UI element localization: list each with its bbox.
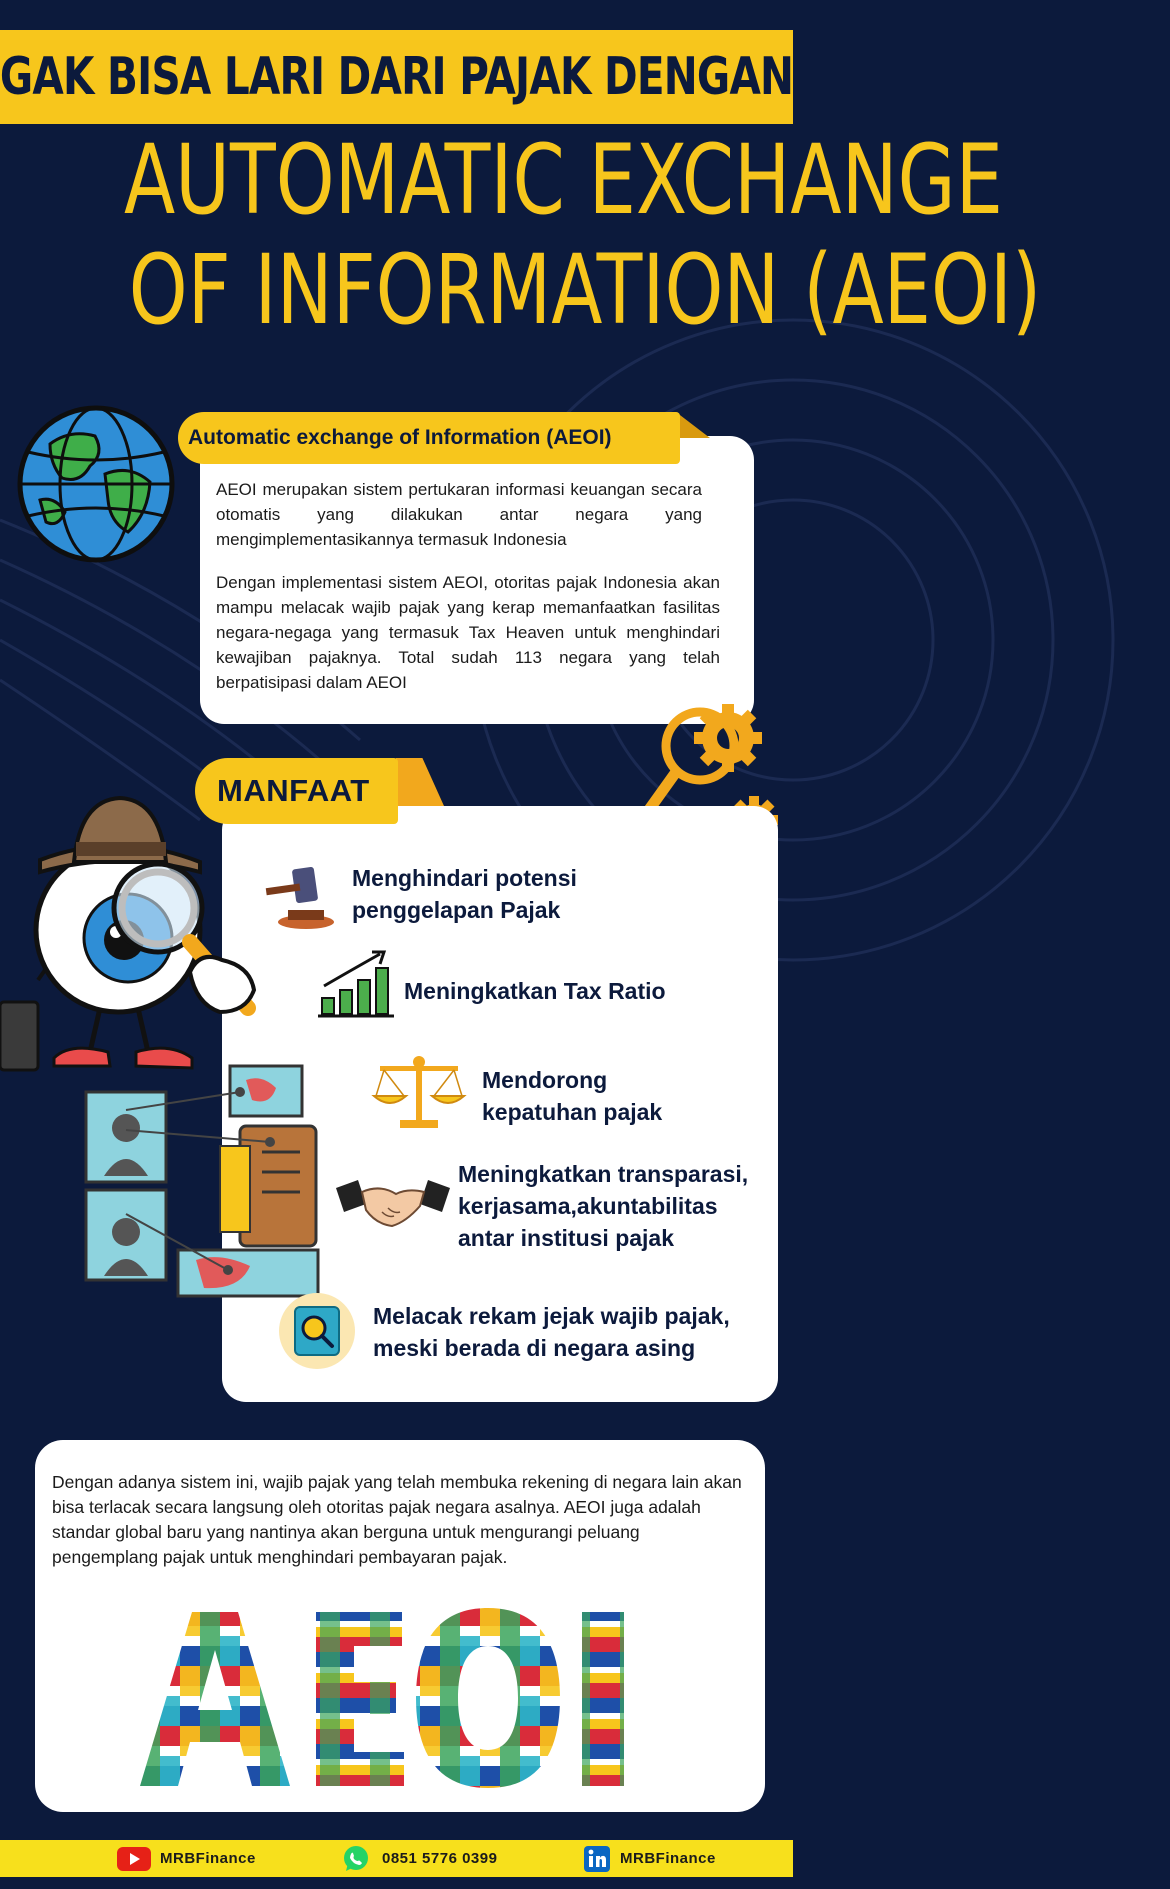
aeoi-paragraph-1: AEOI merupakan sistem pertukaran informasi keuangan secara otomatis yang dilakukan antar negara yang mengimplementasikannya termasuk Indonesia [216, 480, 702, 549]
linkedin-handle[interactable]: MRBFinance [620, 1850, 716, 1867]
top-banner [0, 30, 793, 124]
aeoi-flag-letters [140, 1606, 640, 1788]
gavel-icon [262, 864, 342, 930]
aeoi-heading-tab [178, 412, 680, 464]
aeoi-heading: Automatic exchange of Information (AEOI) [188, 426, 612, 449]
benefit-3: Mendorong kepatuhan pajak [482, 1067, 663, 1125]
handshake-icon [336, 1174, 450, 1234]
benefit-4: Meningkatkan transparasi, kerjasama,akuntabilitas antar institusi pajak [458, 1161, 749, 1251]
scales-icon [370, 1052, 468, 1132]
whatsapp-icon[interactable] [342, 1845, 370, 1873]
globe-icon [10, 404, 182, 564]
aeoi-tab-fold [676, 412, 710, 438]
youtube-icon[interactable] [117, 1847, 151, 1871]
youtube-handle[interactable]: MRBFinance [160, 1850, 256, 1867]
benefit-2: Meningkatkan Tax Ratio [404, 978, 666, 1004]
title-line-1: AUTOMATIC EXCHANGE [123, 124, 1003, 236]
conclusion-paragraph: Dengan adanya sistem ini, wajib pajak yang telah membuka rekening di negara lain akan bisa terlacak secara langsung oleh otoritas pajak negara asalnya. AEOI juga adalah standar global baru yang nantinya akan berguna untuk mengurangi peluang pengemplang pajak untuk menghindari pembayaran pajak. [52, 1472, 742, 1567]
search-document-icon [278, 1292, 356, 1370]
benefit-5: Melacak rekam jejak wajib pajak, meski berada di negara asing [373, 1303, 730, 1361]
manfaat-heading: MANFAAT [217, 773, 370, 808]
growth-chart-icon [318, 948, 394, 1020]
linkedin-icon[interactable] [584, 1846, 610, 1872]
title-line-2: OF INFORMATION (AEOI) [128, 234, 1042, 346]
aeoi-paragraph-2: Dengan implementasi sistem AEOI, otoritas pajak Indonesia akan mampu melacak wajib pajak yang kerap memanfaatkan fasilitas negara-negaga yang termasuk Tax Heaven untuk menghindari kewajiban pajaknya. Total sudah 113 negara yang telah berpatisipasi dalam AEOI [216, 573, 720, 692]
banner-text: GAK BISA LARI DARI PAJAK DENGAN [0, 47, 794, 107]
whatsapp-number[interactable]: 0851 5776 0399 [382, 1850, 498, 1867]
benefit-1: Menghindari potensi penggelapan Pajak [352, 865, 577, 923]
